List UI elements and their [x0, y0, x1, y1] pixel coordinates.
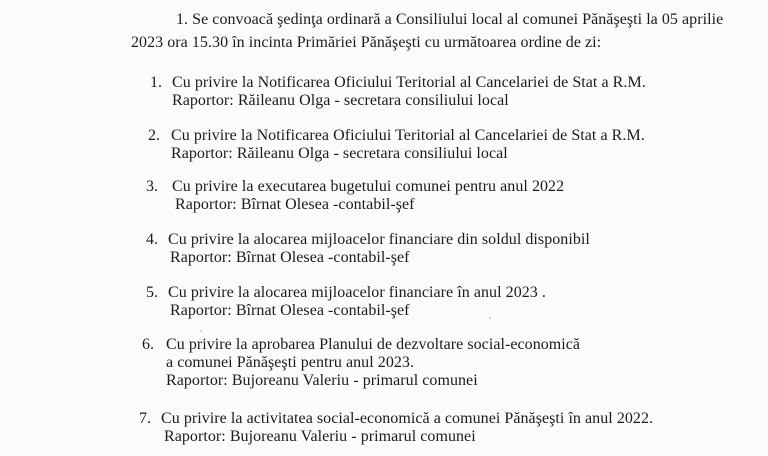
agenda-item-number: 2.: [148, 127, 160, 144]
scan-speck: [200, 330, 202, 332]
agenda-item-reporter: Raportor: Răileanu Olga - secretara consiliului local: [171, 145, 508, 162]
agenda-item-reporter: Raportor: Bîrnat Olesea -contabil-şef: [170, 249, 410, 266]
agenda-item-title: Cu privire la alocarea mijloacelor financiare în anul 2023 .: [168, 284, 546, 301]
agenda-item-title: Cu privire la Notificarea Oficiului Teritorial al Cancelariei de Stat a R.M.: [171, 127, 645, 144]
agenda-item-title: Cu privire la aprobarea Planului de dezvoltare social-economică: [166, 336, 581, 353]
intro-line-1: 1. Se convoacă şedinţa ordinară a Consiliului local al comunei Pănăşeşti la 05 aprilie: [176, 11, 724, 28]
agenda-item-title-continued: a comunei Pănăşeşti pentru anul 2023.: [166, 354, 415, 371]
scan-speck: [489, 317, 491, 319]
agenda-item-title: Cu privire la executarea bugetului comunei pentru anul 2022: [172, 178, 565, 195]
agenda-item-number: 6.: [142, 336, 154, 353]
agenda-item-number: 5.: [146, 284, 158, 301]
agenda-item-reporter: Raportor: Bujoreanu Valeriu - primarul comunei: [166, 372, 478, 389]
agenda-item-number: 4.: [146, 231, 158, 248]
agenda-item-title: Cu privire la activitatea social-economică a comunei Pănăşeşti în anul 2022.: [161, 410, 654, 427]
agenda-item-reporter: Raportor: Bîrnat Olesea -contabil-şef: [175, 196, 415, 213]
intro-line-2: 2023 ora 15.30 în incinta Primăriei Pănăşeşti cu următoarea ordine de zi:: [131, 34, 602, 51]
agenda-item-number: 7.: [139, 410, 151, 427]
agenda-item-reporter: Raportor: Răileanu Olga - secretara consiliului local: [172, 92, 509, 109]
agenda-item-number: 1.: [150, 74, 162, 91]
agenda-item-reporter: Raportor: Bujoreanu Valeriu - primarul comunei: [164, 428, 476, 445]
agenda-item-number: 3.: [146, 178, 158, 195]
agenda-item-reporter: Raportor: Bîrnat Olesea -contabil-şef: [170, 302, 410, 319]
agenda-item-title: Cu privire la alocarea mijloacelor financiare din soldul disponibil: [168, 231, 590, 248]
agenda-item-title: Cu privire la Notificarea Oficiului Teritorial al Cancelariei de Stat a R.M.: [172, 74, 646, 91]
